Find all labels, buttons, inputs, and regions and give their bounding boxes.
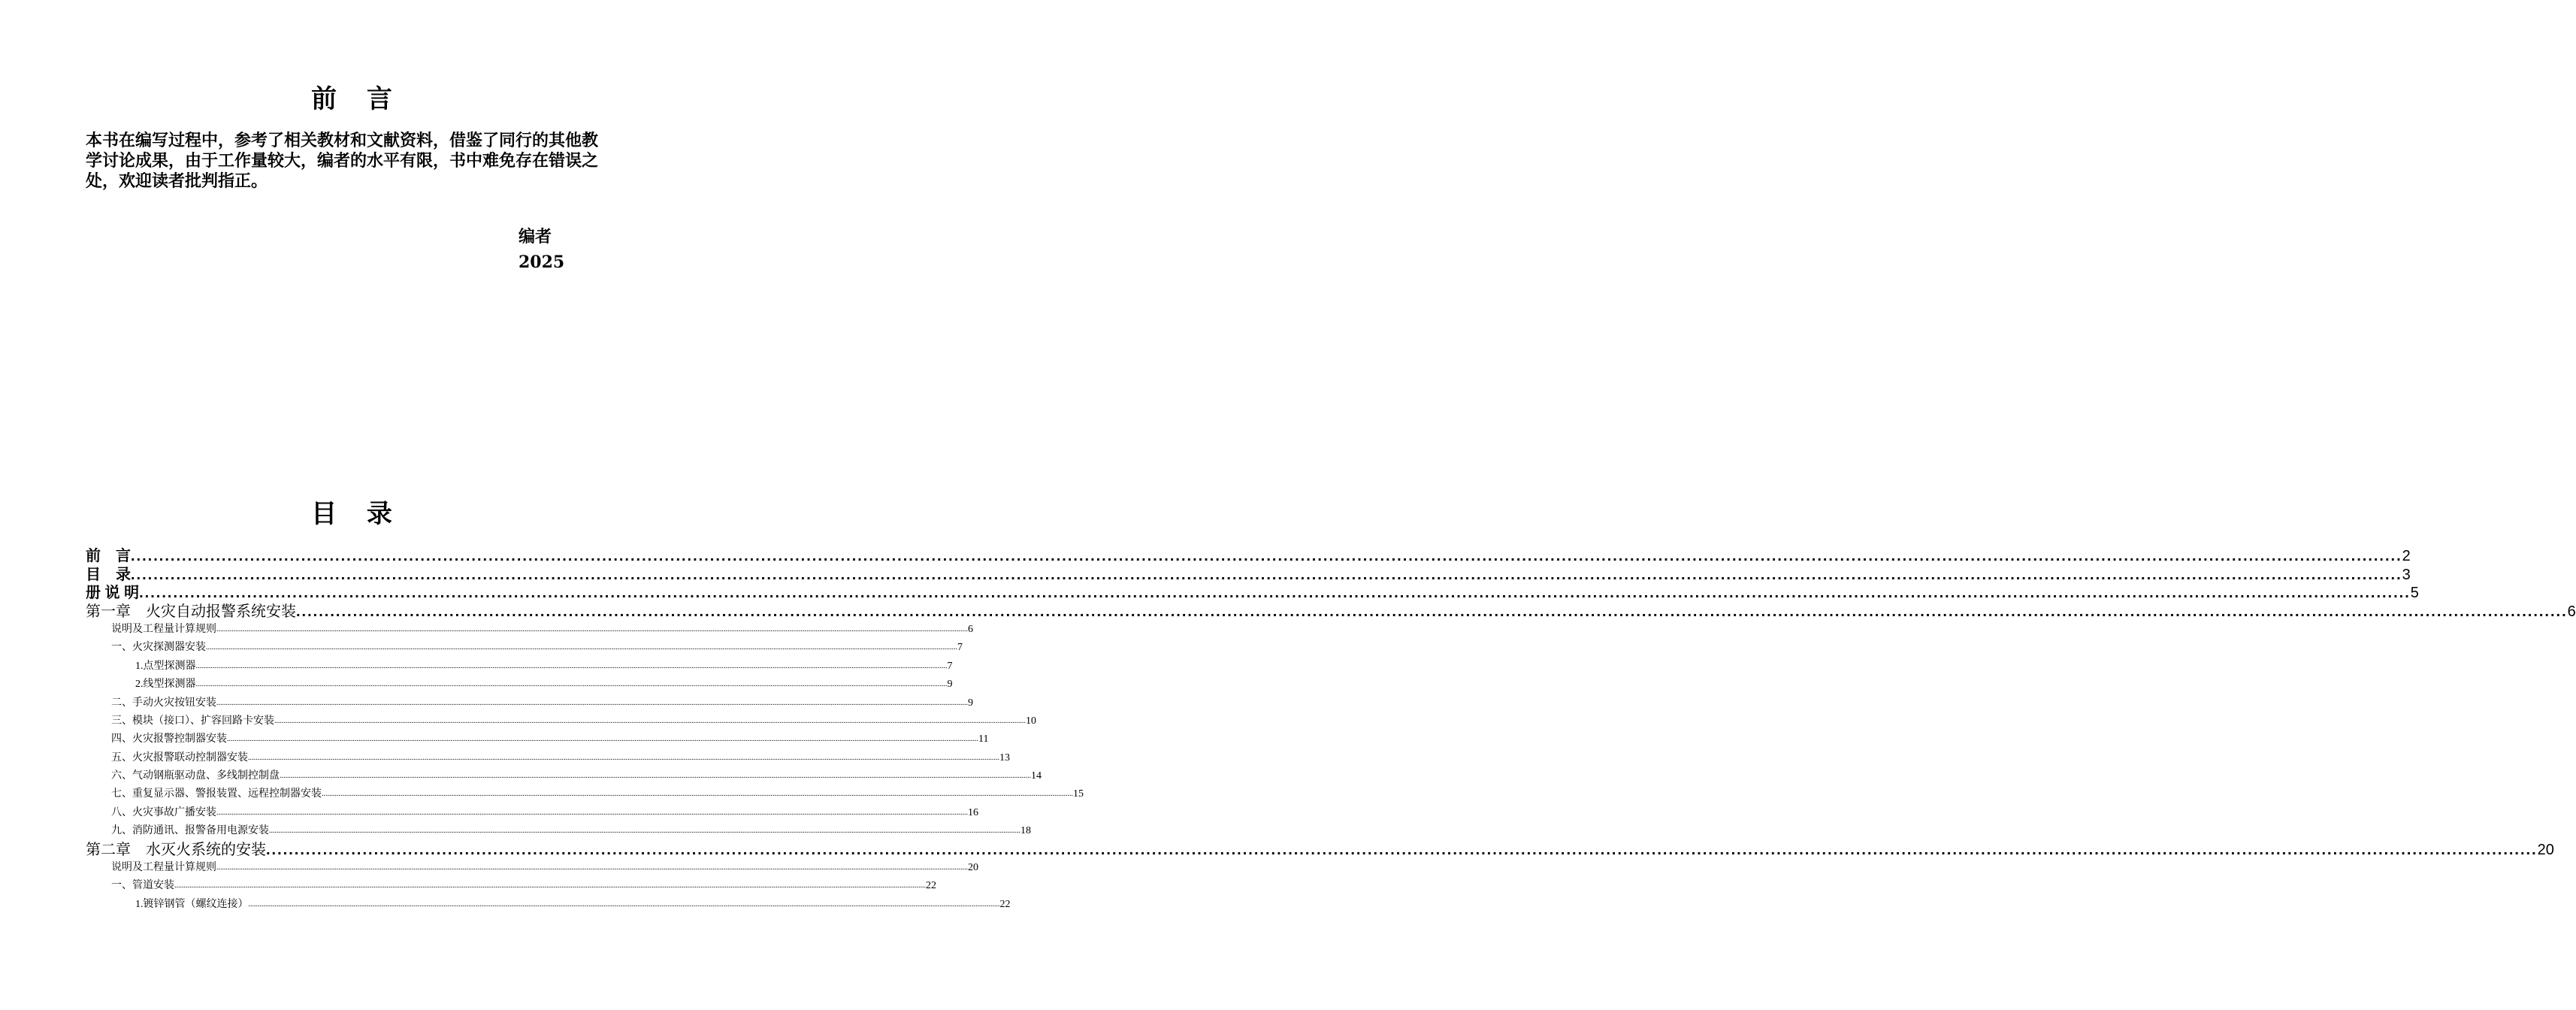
toc-entry-label: 八、火灾事故广播安装 [111, 806, 216, 818]
toc-leader: ................................................................................................................................................................................................................................................................................................................................................................................................................ [195, 661, 948, 670]
toc-entry-label: 六、气动钢瓶驱动盘、多线制控制盘 [111, 770, 280, 782]
toc-leader: ................................................................................................................................................................................................................................................................................................................................................................................................................ [174, 881, 926, 891]
toc-leader: ................................................................................................................................................................................................................................................................................................................................................................................................................ [216, 808, 968, 817]
table-of-contents [86, 547, 2576, 914]
toc-entry-label: 目 录 [86, 566, 131, 583]
toc-leader: ................................................................................................................................................................................................................................................................................................................................................................................................................ [248, 753, 999, 762]
toc-entry[interactable] [86, 639, 963, 657]
toc-entry-page: 9 [968, 697, 973, 709]
toc-entry-label: 册 说 明 [86, 585, 140, 602]
toc-leader: ................................................................................................................................................................................................................................................................................................................................................................................................................ [131, 566, 2402, 583]
toc-entry-page: 22 [999, 898, 1011, 910]
toc-entry-page: 20 [968, 862, 978, 874]
toc-entry[interactable] [86, 676, 953, 694]
toc-entry[interactable] [86, 803, 978, 821]
toc-entry[interactable] [86, 547, 2411, 565]
toc-leader: ................................................................................................................................................................................................................................................................................................................................................................................................................ [139, 585, 2411, 602]
toc-entry-page: 6 [2567, 603, 2576, 620]
toc-entry-page: 18 [1020, 825, 1031, 837]
toc-entry[interactable] [86, 565, 2411, 583]
toc-leader: ................................................................................................................................................................................................................................................................................................................................................................................................................ [216, 624, 968, 634]
toc-title: 目 录 [311, 499, 403, 529]
toc-entry-page: 2 [2402, 548, 2411, 565]
toc-entry-label: 五、火灾报警联动控制器安装 [111, 751, 248, 764]
toc-entry[interactable] [86, 694, 973, 712]
preface-body: 本书在编写过程中，参考了相关教材和文献资料，借鉴了同行的其他教学讨论成果，由于工作量较大，编者的水平有限，书中难免存在错误之处，欢迎读者批判指正。 [86, 131, 599, 191]
toc-entry[interactable] [86, 877, 936, 895]
toc-entry-page: 20 [2537, 841, 2554, 858]
toc-entry-label: 1.点型探测器 [135, 660, 196, 672]
toc-leader: ................................................................................................................................................................................................................................................................................................................................................................................................................ [195, 680, 948, 689]
toc-entry[interactable] [86, 895, 1011, 913]
toc-leader: ................................................................................................................................................................................................................................................................................................................................................................................................................ [216, 698, 968, 707]
toc-entry[interactable] [86, 730, 989, 748]
toc-entry-label: 1.镀锌钢管（螺纹连接） [135, 898, 249, 910]
toc-entry[interactable] [86, 602, 2576, 620]
toc-entry-label: 说明及工程量计算规则 [111, 862, 216, 874]
toc-entry[interactable] [86, 785, 1084, 803]
toc-entry-label: 九、消防通讯、报警备用电源安装 [111, 825, 269, 837]
toc-entry-label: 一、火灾探测器安装 [111, 642, 206, 654]
toc-leader: ................................................................................................................................................................................................................................................................................................................................................................................................................ [269, 827, 1020, 836]
toc-entry-label: 前 言 [86, 548, 131, 565]
toc-leader: ................................................................................................................................................................................................................................................................................................................................................................................................................ [322, 790, 1073, 799]
toc-entry-label: 第二章 水灭火系统的安装 [86, 841, 266, 858]
toc-entry-label: 七、重复显示器、警报装置、远程控制器安装 [111, 788, 322, 800]
toc-entry-page: 14 [1031, 770, 1042, 782]
toc-entry[interactable] [86, 584, 2419, 602]
toc-entry-page: 6 [968, 623, 973, 635]
toc-entry-page: 5 [2410, 585, 2419, 602]
toc-entry-page: 11 [978, 733, 989, 745]
toc-entry[interactable] [86, 840, 2554, 858]
toc-entry-label: 2.线型探测器 [135, 679, 196, 691]
preface-year: 2025 [519, 252, 565, 272]
toc-entry[interactable] [86, 767, 1042, 785]
preface-author: 编者 [519, 227, 552, 246]
toc-entry[interactable] [86, 657, 953, 675]
toc-entry-label: 四、火灾报警控制器安装 [111, 733, 227, 745]
toc-entry-page: 22 [926, 880, 936, 892]
toc-leader: ................................................................................................................................................................................................................................................................................................................................................................................................................ [296, 603, 2568, 620]
toc-entry[interactable] [86, 712, 1036, 730]
toc-leader: ................................................................................................................................................................................................................................................................................................................................................................................................................ [274, 716, 1026, 725]
toc-leader: ................................................................................................................................................................................................................................................................................................................................................................................................................ [206, 643, 957, 652]
toc-entry-page: 16 [968, 806, 978, 818]
preface-title: 前 言 [311, 84, 403, 114]
toc-entry-page: 13 [999, 751, 1010, 764]
toc-leader: ................................................................................................................................................................................................................................................................................................................................................................................................................ [266, 841, 2538, 858]
toc-entry[interactable] [86, 621, 973, 639]
toc-entry-page: 10 [1026, 715, 1036, 727]
toc-entry[interactable] [86, 748, 1010, 767]
toc-entry-label: 三、模块（接口）、扩容回路卡安装 [111, 715, 274, 727]
toc-entry-label: 一、管道安装 [111, 880, 174, 892]
toc-entry-page: 3 [2402, 566, 2411, 583]
toc-entry-page: 15 [1073, 788, 1084, 800]
toc-leader: ................................................................................................................................................................................................................................................................................................................................................................................................................ [227, 735, 978, 744]
toc-entry-label: 第一章 火灾自动报警系统安装 [86, 603, 296, 620]
toc-entry[interactable] [86, 859, 978, 877]
toc-leader: ................................................................................................................................................................................................................................................................................................................................................................................................................ [280, 772, 1031, 781]
toc-leader: ................................................................................................................................................................................................................................................................................................................................................................................................................ [248, 900, 1000, 909]
toc-entry-label: 二、手动火灾按钮安装 [111, 697, 216, 709]
toc-entry-page: 9 [947, 679, 953, 691]
toc-entry-page: 7 [957, 642, 963, 654]
toc-entry-label: 说明及工程量计算规则 [111, 623, 216, 635]
toc-leader: ................................................................................................................................................................................................................................................................................................................................................................................................................ [216, 863, 968, 872]
toc-leader: ................................................................................................................................................................................................................................................................................................................................................................................................................ [131, 548, 2402, 565]
toc-entry[interactable] [86, 822, 1031, 840]
toc-entry-page: 7 [947, 660, 953, 672]
